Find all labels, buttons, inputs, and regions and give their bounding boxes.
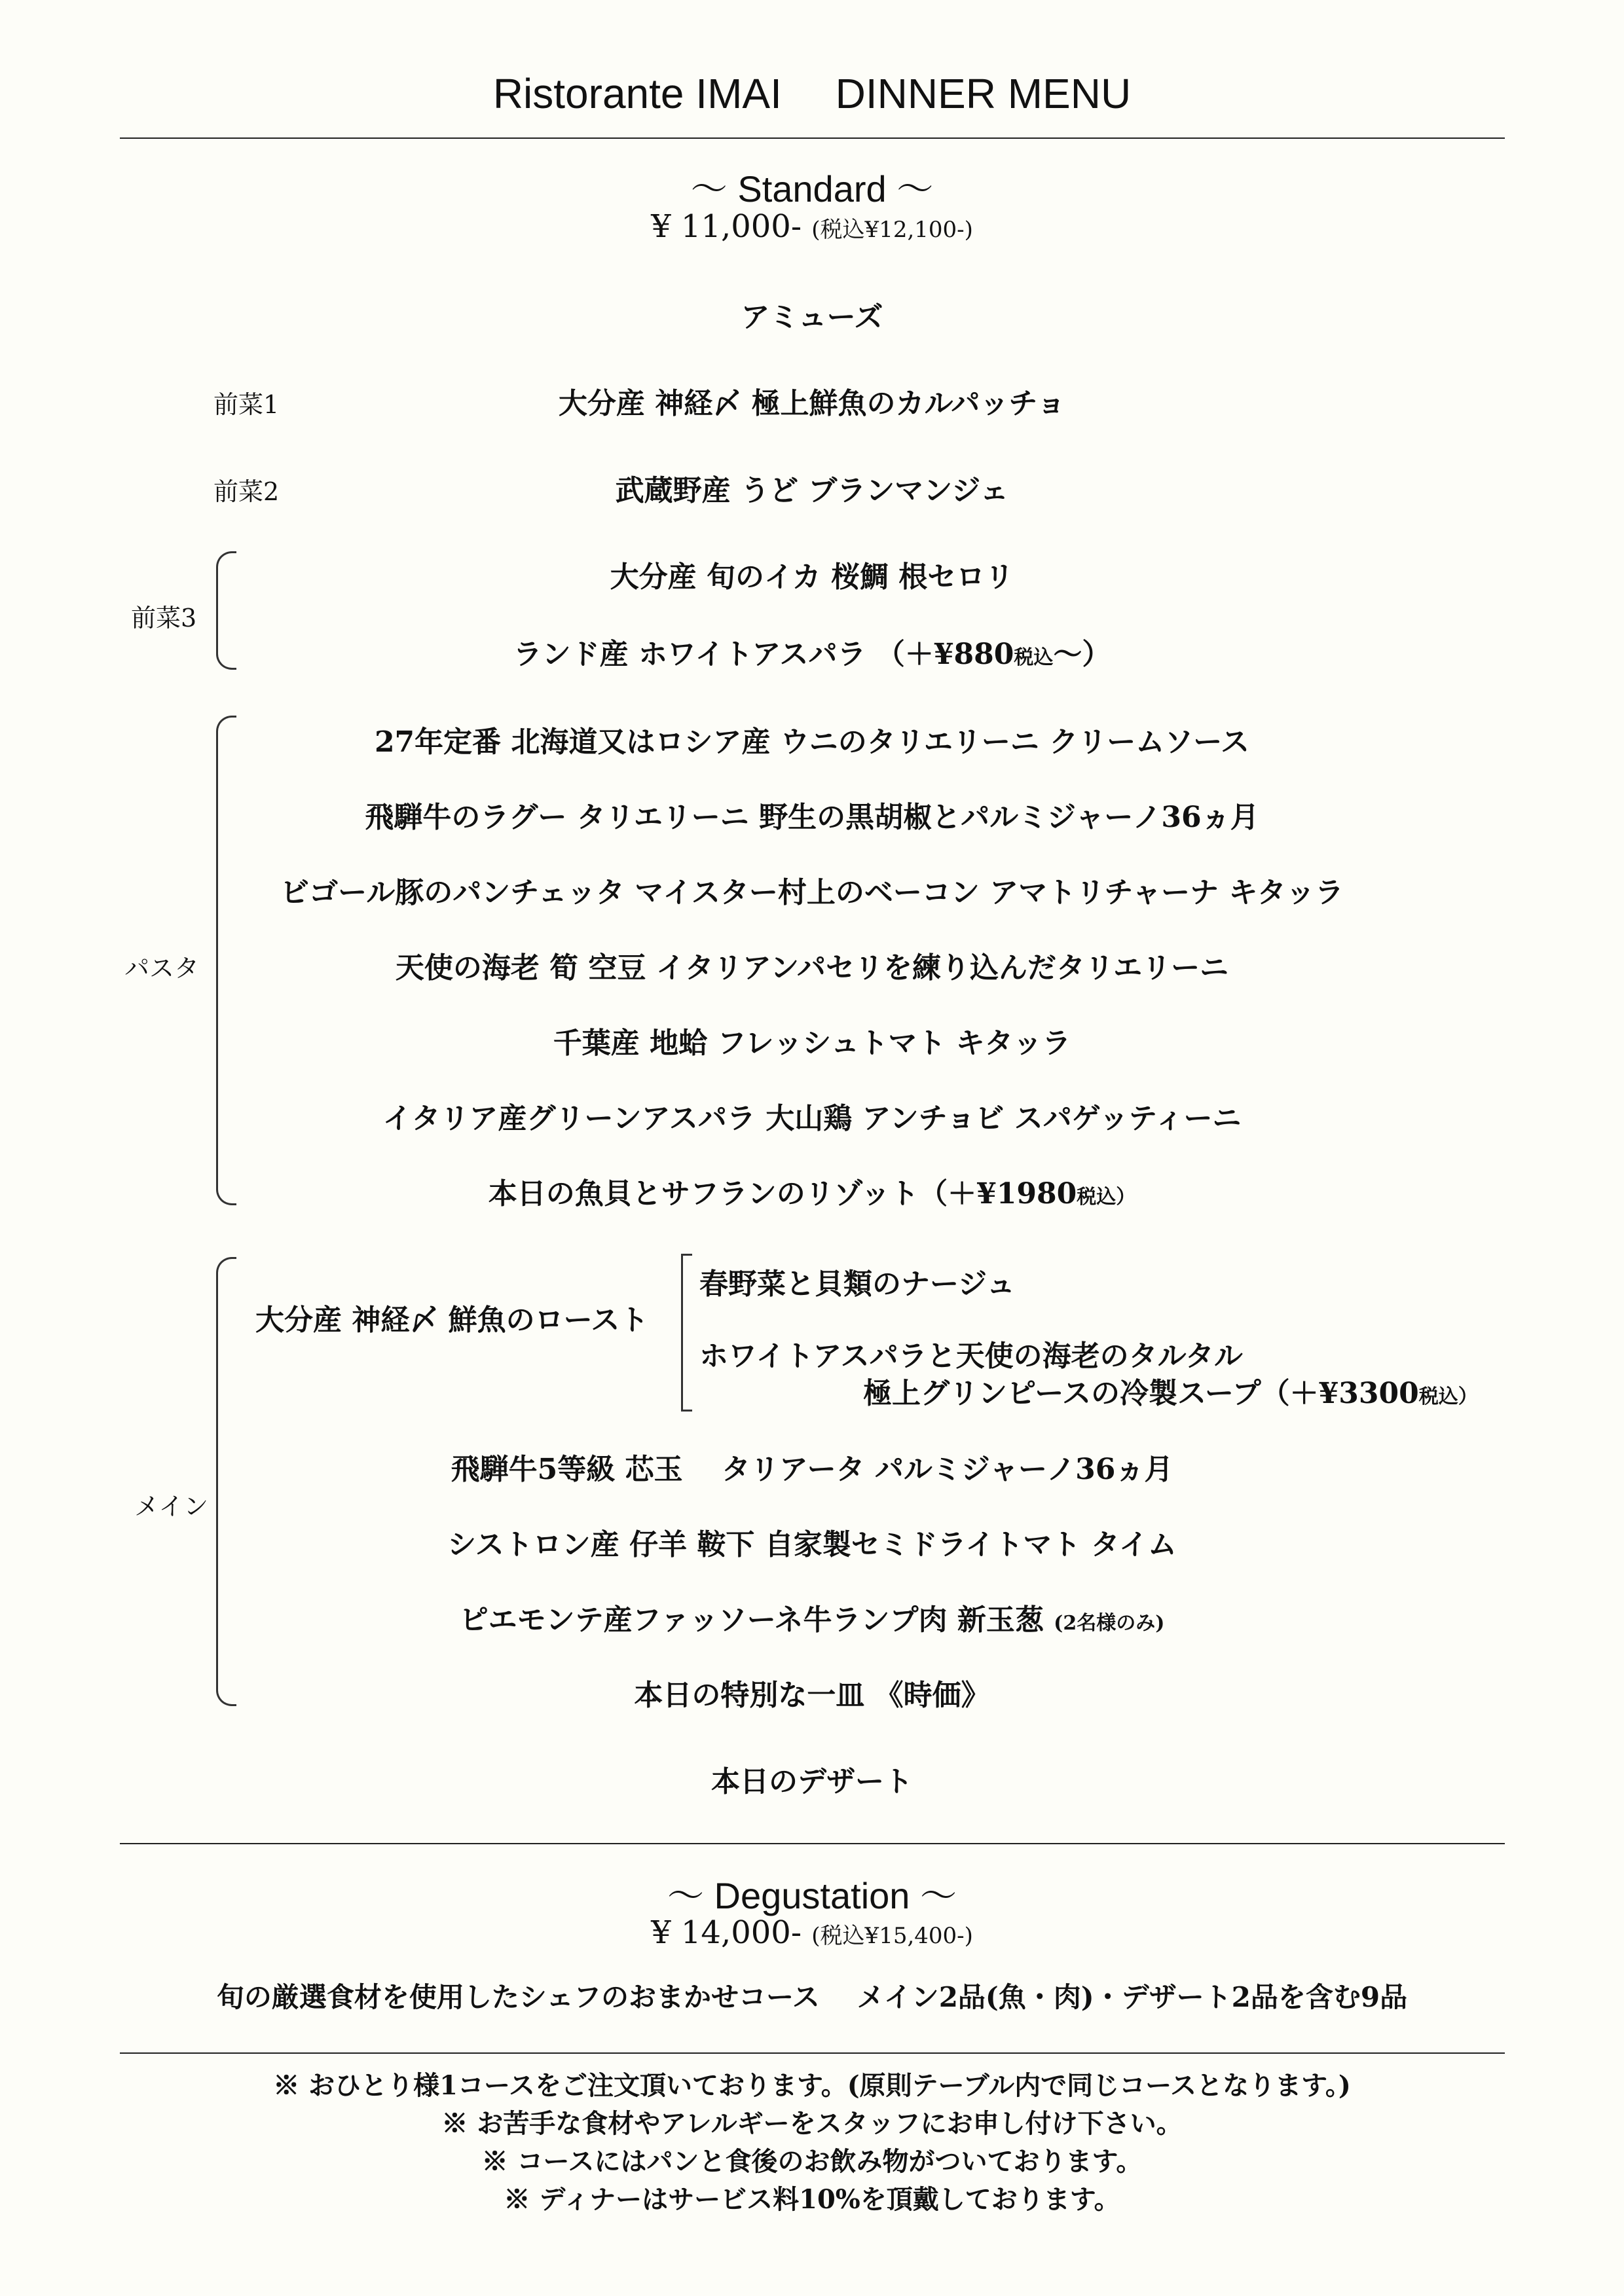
supplement-soup: （＋¥3300 bbox=[1261, 1377, 1419, 1410]
course-name-standard: ～ Standard ～ bbox=[690, 168, 934, 210]
divider bbox=[120, 2052, 1505, 2054]
fish-option-1: 春野菜と貝類のナージュ bbox=[699, 1267, 1016, 1301]
note-4: ※ ディナーはサービス料10%を頂戴しております。 bbox=[504, 2184, 1120, 2215]
dish-pasta-5: 千葉産 地蛤 フレッシュトマト キタッラ bbox=[553, 1027, 1071, 1060]
price-degustation bbox=[0, 1914, 1624, 1951]
dish-antipasto3-1: 大分産 旬のイカ 桜鯛 根セロリ bbox=[610, 560, 1014, 594]
degustation-description: 旬の厳選食材を使用したシェフのおまかせコース メイン2品(魚・肉)・デザート2品を含む9品 bbox=[216, 1981, 1408, 2013]
dish-pasta-4: 天使の海老 筍 空豆 イタリアンパセリを練り込んだタリエリーニ bbox=[395, 951, 1229, 985]
dish-main-4 bbox=[0, 1596, 1624, 1638]
label-antipasto3: 前菜3 bbox=[131, 604, 197, 632]
dish-antipasto3-2 bbox=[0, 630, 1624, 672]
dish-antipasto2: 武蔵野産 うど ブランマンジェ bbox=[615, 474, 1009, 507]
divider bbox=[120, 137, 1505, 139]
dish-main-special: 本日の特別な一皿 《時価》 bbox=[634, 1679, 990, 1712]
price-degustation-value: ¥ 14,000- bbox=[651, 1914, 802, 1951]
dish-main-4-name: ピエモンテ産ファッソーネ牛ランプ肉 新玉葱 bbox=[459, 1603, 1044, 1637]
dish-pasta-6: イタリア産グリーンアスパラ 大山鶏 アンチョビ スパゲッティーニ bbox=[382, 1102, 1242, 1135]
dish-pasta-2: 飛騨牛のラグー タリエリーニ 野生の黒胡椒とパルミジャーノ36ヵ月 bbox=[365, 801, 1259, 834]
dish-pasta-1: 27年定番 北海道又はロシア産 ウニのタリエリーニ クリームソース bbox=[374, 725, 1250, 759]
dish-antipasto1: 大分産 神経〆 極上鮮魚のカルパッチョ bbox=[558, 387, 1066, 420]
label-antipasto2: 前菜2 bbox=[213, 477, 280, 506]
fish-option-3 bbox=[863, 1370, 1478, 1412]
dish-antipasto3-2-name: ランド産 ホワイトアスパラ bbox=[513, 638, 866, 671]
menu-title: Ristorante IMAI DINNER MENU bbox=[492, 70, 1132, 117]
bracket-fish-options bbox=[681, 1254, 692, 1412]
dish-main-2: 飛騨牛5等級 芯玉 タリアータ パルミジャーノ36ヵ月 bbox=[451, 1453, 1173, 1486]
note-3: ※ コースにはパンと食後のお飲み物がついております。 bbox=[481, 2146, 1143, 2177]
supplement-antipasto3: （＋¥880 bbox=[876, 638, 1014, 671]
price-standard-value: ¥ 11,000- bbox=[651, 208, 802, 245]
dish-main-fish: 大分産 神経〆 鮮魚のロースト bbox=[255, 1303, 649, 1337]
dish-pasta-3: ビゴール豚のパンチェッタ マイスター村上のベーコン アマトリチャーナ キタッラ bbox=[280, 876, 1344, 909]
label-main: メイン bbox=[134, 1492, 209, 1521]
fish-option-3-name: 極上グリンピースの冷製スープ bbox=[863, 1377, 1261, 1410]
dish-pasta-7 bbox=[0, 1170, 1624, 1212]
supplement-antipasto3-tax: 税込 bbox=[1014, 646, 1054, 669]
price-degustation-tax: (税込¥15,400-) bbox=[811, 1923, 973, 1949]
supplement-antipasto3-end: ～） bbox=[1053, 638, 1111, 671]
supplement-soup-tax: 税込） bbox=[1418, 1385, 1478, 1408]
note-1: ※ おひとり様1コースをご注文頂いております。(原則テーブル内で同じコースとなります。) bbox=[273, 2070, 1351, 2101]
fish-option-2: ホワイトアスパラと天使の海老のタルタル bbox=[699, 1339, 1243, 1373]
price-standard bbox=[0, 208, 1624, 245]
note-2: ※ お苦手な食材やアレルギーをスタッフにお申し付け下さい。 bbox=[441, 2108, 1183, 2139]
dish-main-3: シストロン産 仔羊 鞍下 自家製セミドライトマト タイム bbox=[447, 1528, 1177, 1561]
amuse: アミューズ bbox=[741, 301, 883, 334]
supplement-risotto-tax: 税込） bbox=[1077, 1186, 1136, 1209]
label-antipasto1: 前菜1 bbox=[213, 390, 280, 419]
fassone-note: (2名様のみ) bbox=[1054, 1612, 1165, 1635]
supplement-risotto: （＋¥1980 bbox=[919, 1177, 1077, 1211]
price-standard-tax: (税込¥12,100-) bbox=[811, 217, 973, 243]
course-name-degustation: ～ Degustation ～ bbox=[667, 1875, 957, 1916]
divider bbox=[120, 1843, 1505, 1844]
label-pasta: パスタ bbox=[124, 954, 200, 983]
dish-pasta-7-name: 本日の魚貝とサフランのリゾット bbox=[488, 1177, 919, 1211]
dessert: 本日のデザート bbox=[711, 1765, 913, 1798]
